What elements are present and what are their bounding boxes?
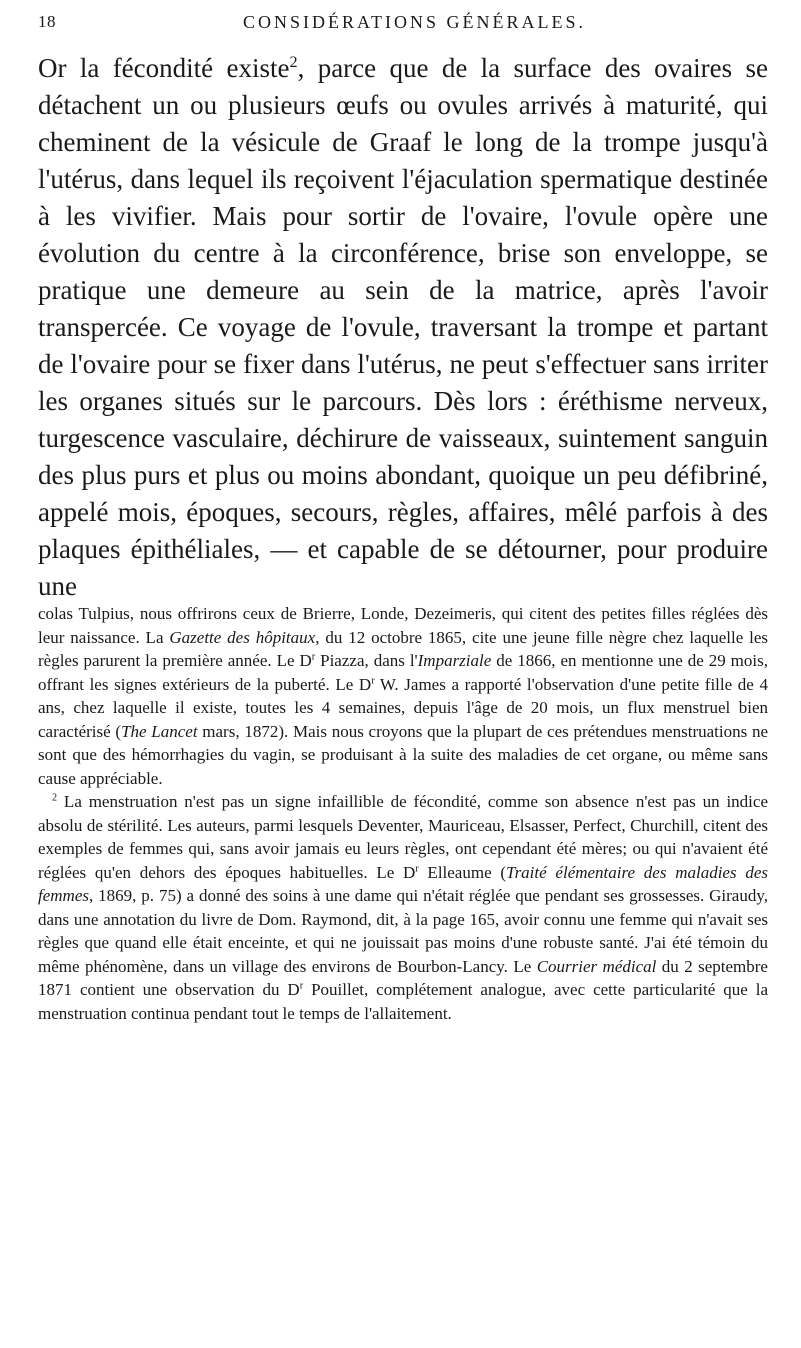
citation-title: Traité élémentaire des maladies des femmes <box>38 862 768 905</box>
footnote-1-continuation <box>38 602 768 790</box>
citation-title: Gazette des hôpitaux <box>169 627 316 647</box>
citation-title: Imparziale <box>417 651 492 670</box>
footnote-text: La menstruation n'est pas un signe infaillible de fécondité, comme son absence n'est pas un indice absolu de stérilité. Les auteurs, parmi lesquels Deventer, Mauriceau, Elsasser, Perfect, Churchill, citent des exemples de femmes qui, sans avoir jamais eu leurs règles, ont cependant été mères; ou qui n'avaient été réglées qu'en dehors des époques habituelles. Le D <box>38 792 768 882</box>
footnote-2 <box>38 790 768 1025</box>
superscript: r <box>415 862 419 874</box>
citation-title: Courrier médical <box>536 956 657 976</box>
footnote-text: , du 12 octobre 1865, cite une jeune fille nègre chez laquelle les règles parurent la première année. Le D <box>38 627 768 670</box>
superscript: r <box>299 980 304 992</box>
footnote-text: mars, 1872). Mais nous croyons que la plupart de ces prétendues menstruations ne sont que des hémorrhagies du vagin, se produisant à la suite des maladies de cet organe, ou même sans cause appréciable. <box>38 721 768 788</box>
running-head <box>38 12 771 40</box>
footnote-text: du 2 septembre 1871 contient une observation du D <box>38 956 768 999</box>
footnote-text: W. James a rapporté l'observation d'une petite fille de 4 ans, chez laquelle il existe, toutes les 4 semaines, depuis l'âge de 20 mois, un flux menstruel bien caractérisé ( <box>38 674 768 741</box>
main-text-rest: , parce que de la surface des ovaires se détachent un ou plusieurs œufs ou ovules arrivés à maturité, qui cheminent de la vésicule de Graaf le long de la trompe jusqu'à l'utérus, dans lequel ils reçoivent l'éjaculation spermatique destinée à les vivifier. Mais pour sortir de l'ovaire, l'ovule opère une évolution du centre à la circonférence, brise son enveloppe, se pratique une demeure au sein de la matrice, après l'avoir transpercée. Ce voyage de l'ovule, traversant la trompe et partant de l'ovaire pour se fixer dans l'utérus, ne peut s'effectuer sans irriter les organes situés sur le parcours. Dès lors : éréthisme nerveux, turgescence vasculaire, déchirure de vaisseaux, suintement sanguin des plus purs et plus ou moins abondant, quoique un peu défibriné, appelé mois, époques, secours, règles, affaires, mêlé parfois à des plaques épithéliales, — et capable de se détourner, pour produire une <box>38 53 768 601</box>
citation-title: The Lancet <box>121 721 198 741</box>
main-paragraph <box>38 50 768 605</box>
superscript: r <box>371 674 375 686</box>
footnote-text: Pouillet, complétement analogue, avec cette particularité que la menstruation continua pendant tout le temps de l'allaitement. <box>38 980 768 1023</box>
footnote-text: colas Tulpius, nous offrirons ceux de Brierre, Londe, Dezeimeris, qui citent des petites filles réglées dès leur naissance. La <box>38 604 768 647</box>
footnote-text: Elleaume ( <box>418 862 507 882</box>
footnotes <box>38 602 768 1025</box>
footnote-reference[interactable]: 2 <box>289 53 298 71</box>
main-text-start: Or la fécondité existe <box>38 53 290 83</box>
page-number: 18 <box>38 12 56 31</box>
superscript: r <box>311 651 316 663</box>
footnote-text: Piazza, dans l' <box>315 651 418 670</box>
footnote-marker: 2 <box>52 792 58 804</box>
running-title: CONSIDÉRATIONS GÉNÉRALES. <box>242 12 586 32</box>
footnote-text: de 1866, en mentionne une de 29 mois, offrant les signes extérieurs de la puberté. Le D <box>38 651 768 694</box>
footnote-text: , 1869, p. 75) a donné des soins à une dame qui n'était réglée que pendant ses grossesses. Giraudy, dans une annotation du livre de Dom. Raymond, dit, à la page 165, avoir connu une femme qui n'avait ses règles que quand elle était enceinte, et qui ne jouissait pas moins d'une robuste santé. J'ai été témoin du même phénomène, dans un village des environs de Bourbon-Lancy. Le <box>38 886 768 976</box>
